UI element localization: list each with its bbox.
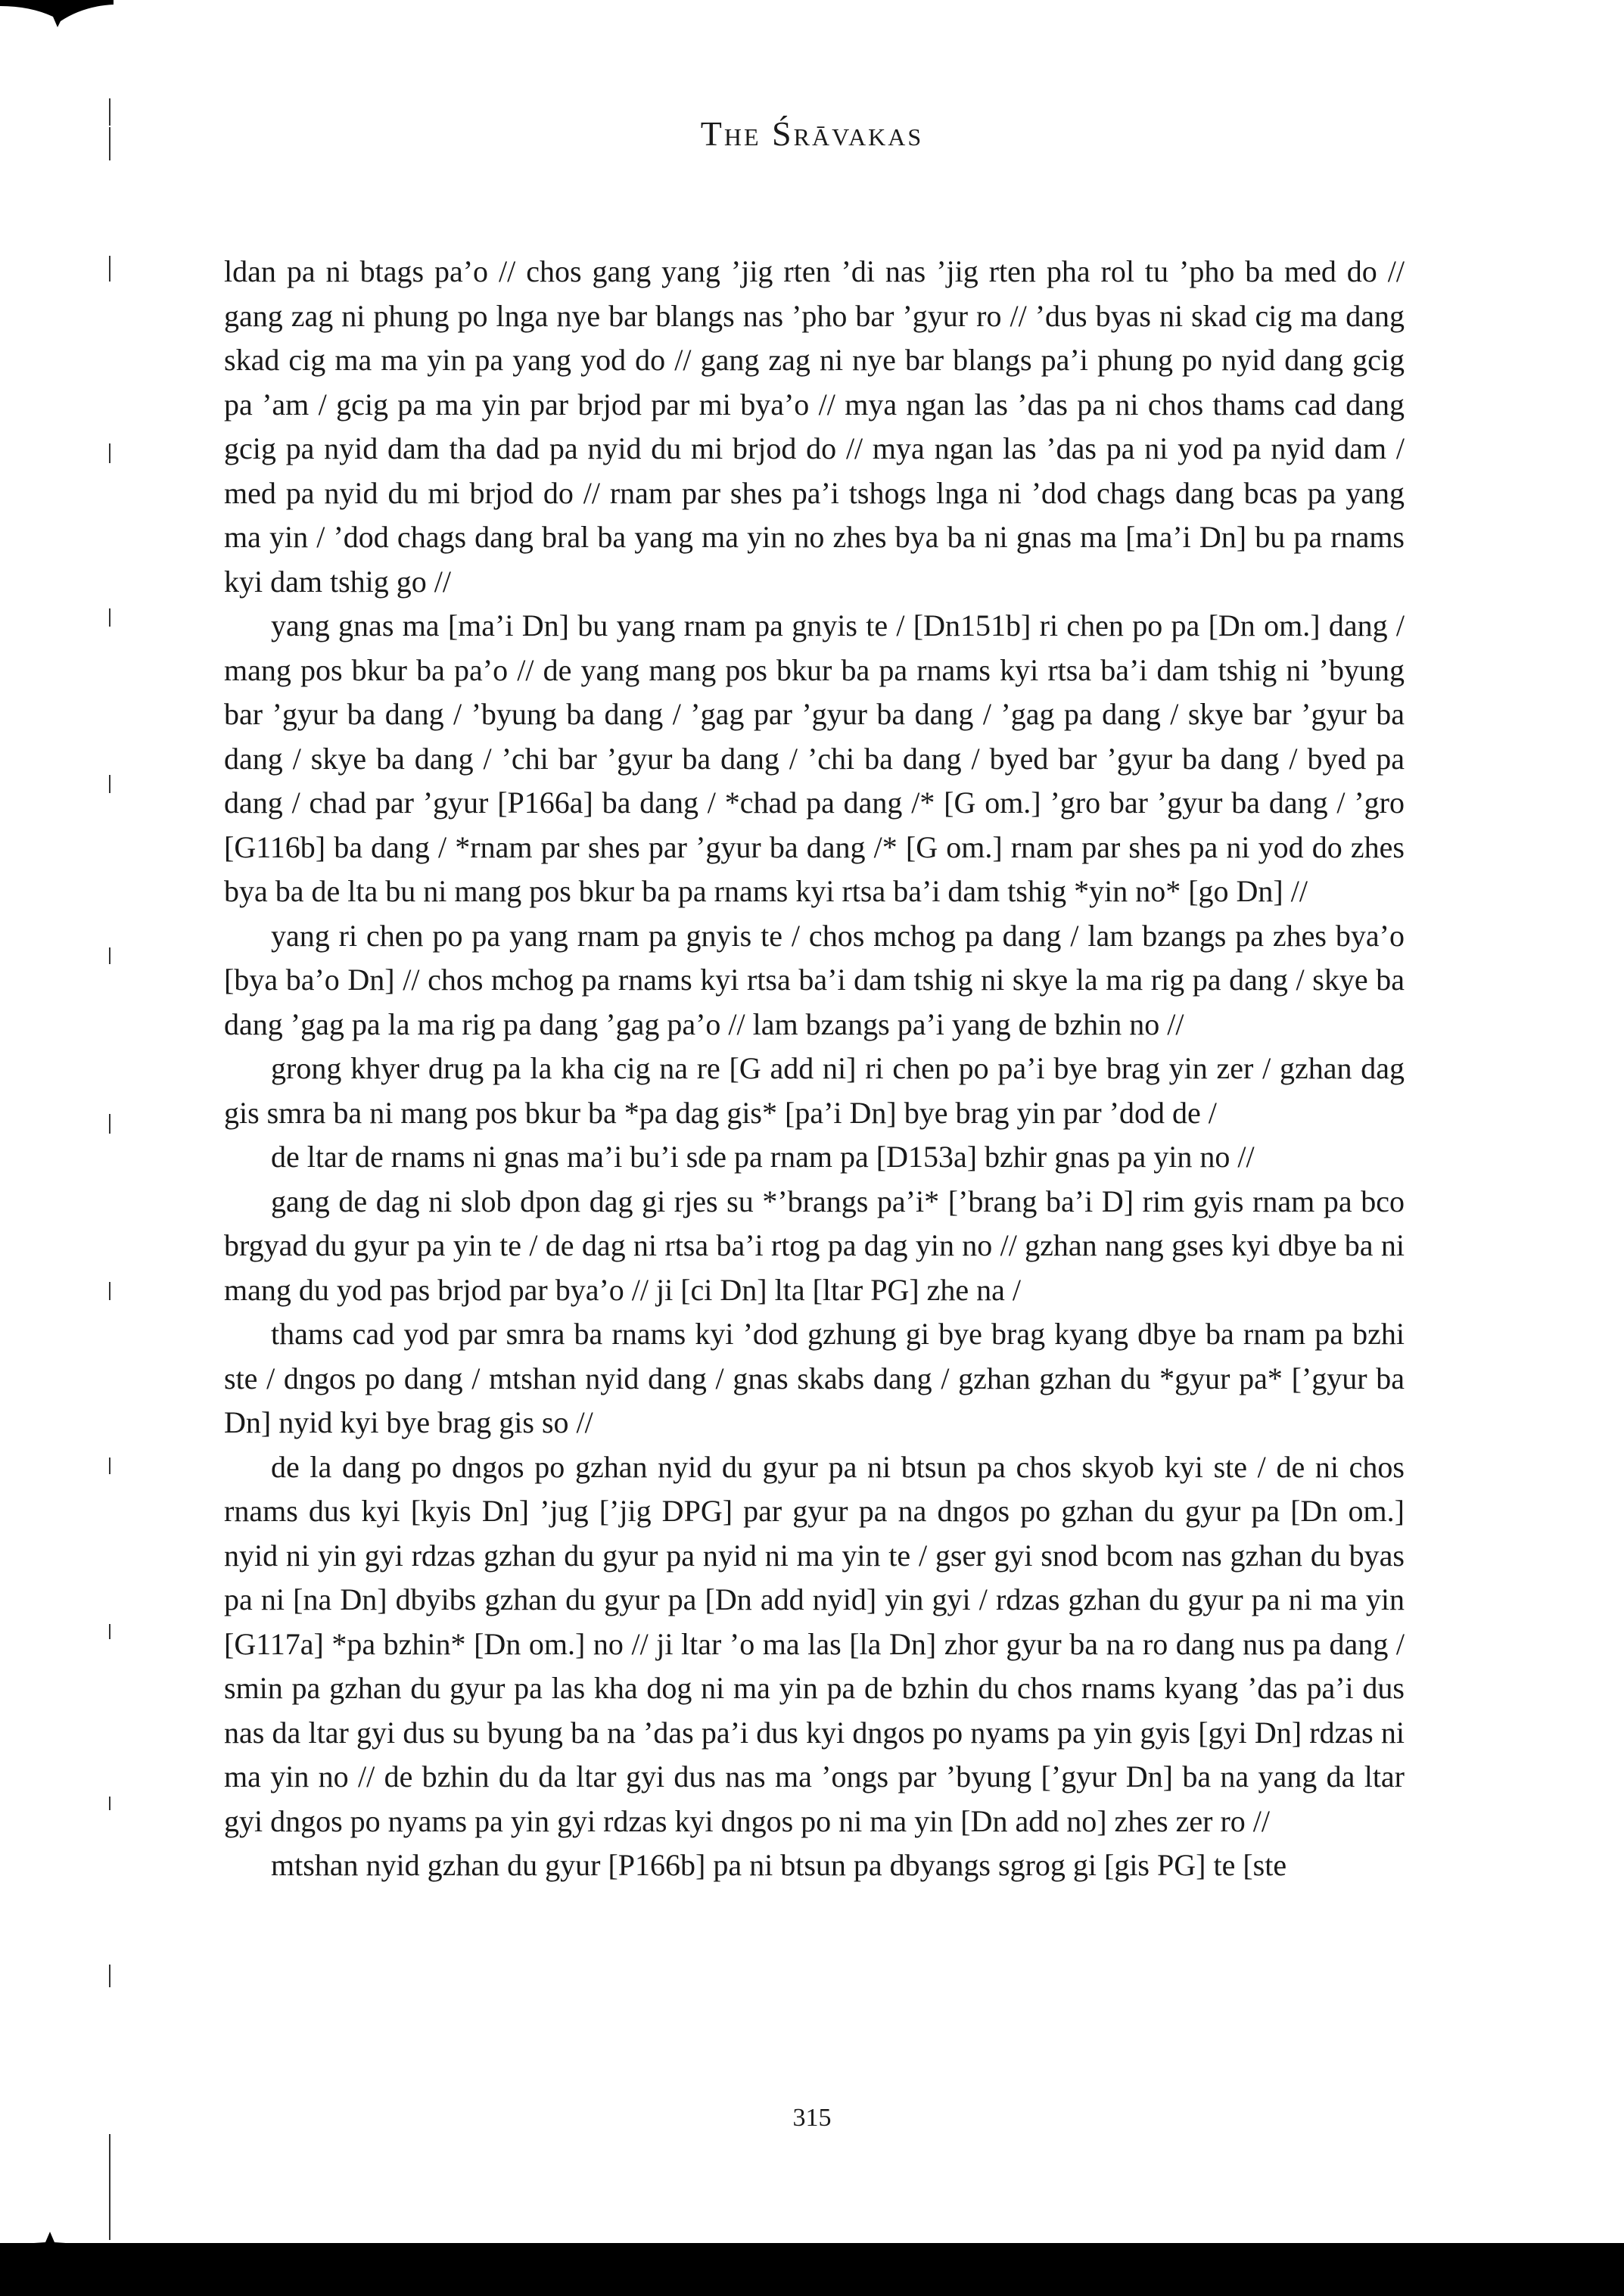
paragraph-6: gang de dag ni slob dpon dag gi rjes su *’brangs pa’i* [’brang ba’i D] rim gyis rnam pa bco brgyad du gyur pa yin te / de dag ni rtsa ba’i rtog pa dag yin no // gzhan nang gses kyi dbye ba ni mang du yod pas brjod par bya’o // ji [ci Dn] lta [ltar PG] zhe na / [224, 1184, 1405, 1307]
paragraph-7: thams cad yod par smra ba rnams kyi ’dod gzhung gi bye brag kyang dbye ba rnam pa bzhi ste / dngos po dang / mtshan nyid dang / gnas skabs dang / gzhan gzhan du *gyur pa* [’gyur ba Dn] nyid kyi bye brag gis so // [224, 1317, 1405, 1439]
paragraph-4: grong khyer drug pa la kha cig na re [G add ni] ri chen po pa’i bye brag yin zer / gzhan dag gis smra ba ni mang pos bkur ba *pa dag gis* [pa’i Dn] bye brag yin par ’dod de / [224, 1051, 1405, 1130]
scan-margin-ticks [106, 91, 114, 2134]
paragraph-1: ldan pa ni btags pa’o // chos gang yang ’jig rten ’di nas ’jig rten pha rol tu ’pho ba med do // gang zag ni phung po lnga nye bar blangs nas ’pho bar ’gyur ro // ’dus byas ni skad cig ma dang skad cig ma ma yin pa yang yod do // gang zag ni nye bar blangs pa’i phung po nyid dang gcig pa ’am / gcig pa ma yin par brjod par mi bya’o // mya ngan las ’das pa ni chos thams cad dang gcig pa nyid dam tha dad pa nyid du mi brjod do // mya ngan las ’das pa ni yod pa nyid dam / med pa nyid du mi brjod do // rnam par shes pa’i tshogs lnga ni ’dod chags dang bcas pa yang ma yin / ’dod chags dang bral ba yang ma yin no zhes bya ba ni gnas ma [ma’i Dn] bu pa rnams kyi dam tshig go // [224, 254, 1405, 599]
scan-corner-mark [0, 0, 114, 30]
scan-bottom-edge [0, 2243, 1624, 2296]
paragraph-3: yang ri chen po pa yang rnam pa gnyis te / chos mchog pa dang / lam bzangs pa zhes bya’o [bya ba’o Dn] // chos mchog pa rnams kyi rtsa ba’i dam tshig ni skye la ma rig pa dang / skye ba dang ’gag pa la ma rig pa dang ’gag pa’o // lam bzangs pa’i yang de bzhin no // [224, 918, 1405, 1041]
body-text [224, 250, 1405, 1888]
paragraph-2: yang gnas ma [ma’i Dn] bu yang rnam pa gnyis te / [Dn151b] ri chen po pa [Dn om.] dang / mang pos bkur ba pa’o // de yang mang pos bkur ba pa rnams kyi rtsa ba’i dam tshig ni ’byung bar ’gyur ba dang / ’byung ba dang / ’gag par ’gyur ba dang / ’gag pa dang / skye bar ’gyur ba dang / skye ba dang / ’chi bar ’gyur ba dang / ’chi ba dang / byed bar ’gyur ba dang / byed pa dang / chad par ’gyur [P166a] ba dang / *chad pa dang /* [G om.] ’gro bar ’gyur ba dang / ’gro [G116b] ba dang / *rnam par shes par ’gyur ba dang /* [G om.] rnam par shes pa ni yod do zhes bya ba de lta bu ni mang pos bkur ba pa rnams kyi rtsa ba’i dam tshig *yin no* [go Dn] // [224, 608, 1405, 908]
paragraph-9: mtshan nyid gzhan du gyur [P166b] pa ni btsun pa dbyangs sgrog gi [gis PG] te [ste [271, 1848, 1287, 1882]
running-header: The Śrāvakas [700, 114, 924, 153]
page-number: 315 [792, 2104, 832, 2132]
paragraph-8: de la dang po dngos po gzhan nyid du gyur pa ni btsun pa chos skyob kyi ste / de ni chos rnams dus kyi [kyis Dn] ’jug [’jig DPG] par gyur pa na dngos po gzhan du gyur pa [Dn om.] nyid ni yin gyi rdzas gzhan du gyur pa nyid ni ma yin te / gser gyi snod bcom nas gzhan du byas pa ni [na Dn] dbyibs gzhan du gyur pa [Dn add nyid] yin gyi / rdzas gzhan du gyur pa ni ma yin [G117a] *pa bzhin* [Dn om.] no // ji ltar ’o ma las [la Dn] zhor gyur ba na ro dang nus pa dang / smin pa gzhan du gyur pa las kha dog ni ma yin pa de bzhin du chos rnams kyang ’das pa’i dus nas da ltar gyi dus su byung ba na ’das pa’i dus kyi dngos po nyams pa yin gyis [gyi Dn] rdzas ni ma yin no // de bzhin du da ltar gyi dus nas ma ’ongs par ’byung [’gyur Dn] ba na yang da ltar gyi dngos po nyams pa yin gyi rdzas kyi dngos po ni ma yin [Dn add no] zhes zer ro // [224, 1449, 1405, 1838]
paragraph-5: de ltar de rnams ni gnas ma’i bu’i sde pa rnam pa [D153a] bzhir gnas pa yin no // [271, 1140, 1255, 1174]
